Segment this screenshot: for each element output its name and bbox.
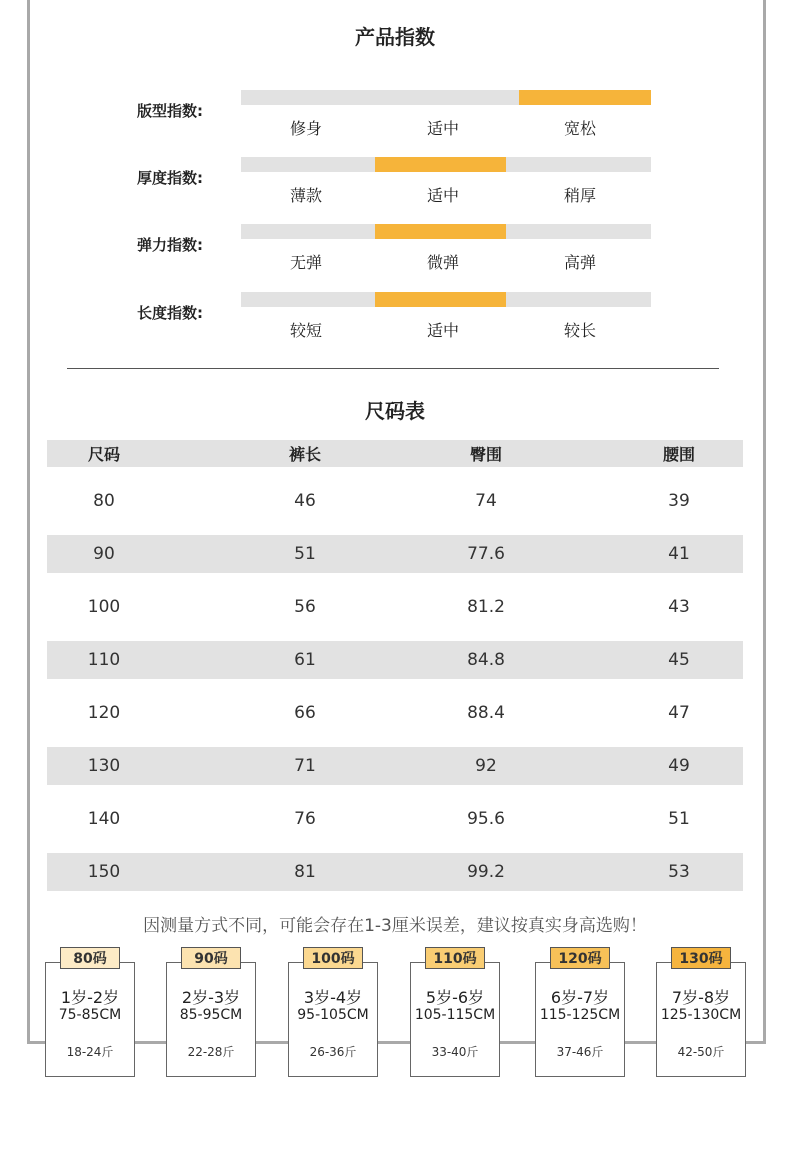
table-cell: 100 (87, 597, 121, 617)
index-bar-segment (241, 224, 375, 239)
index-option: 修身 (289, 119, 322, 138)
card-weight: 33-40斤 (431, 1045, 479, 1059)
table-cell: 110 (87, 650, 121, 670)
table-cell: 150 (87, 862, 121, 882)
card-weight: 22-28斤 (187, 1045, 235, 1059)
index-bar-segment (506, 157, 519, 172)
table-header-row (47, 440, 743, 467)
index-row-elasticity (0, 224, 790, 274)
table-cell: 140 (87, 809, 121, 829)
index-row-length (0, 292, 790, 342)
card-height: 115-125CM (539, 1007, 621, 1023)
table-cell: 77.6 (467, 544, 505, 564)
index-option: 较长 (563, 321, 596, 340)
card-weight: 18-24斤 (66, 1045, 114, 1059)
index-bar-segment (241, 90, 375, 105)
size-tag: 90码 (181, 947, 241, 969)
card-height: 75-85CM (58, 1007, 122, 1023)
table-cell: 43 (668, 597, 690, 617)
index-row-thickness (0, 157, 790, 207)
size-guide-card (45, 962, 135, 1077)
table-header-cell: 裤长 (288, 445, 321, 464)
index-option: 薄款 (289, 186, 322, 205)
table-row (47, 573, 743, 641)
table-cell: 53 (668, 862, 690, 882)
card-weight: 26-36斤 (309, 1045, 357, 1059)
table-header-cell: 臀围 (469, 445, 502, 464)
table-cell: 76 (294, 809, 316, 829)
index-option: 适中 (426, 119, 459, 138)
table-cell: 56 (294, 597, 316, 617)
index-label: 厚度指数: (137, 169, 203, 187)
table-header-cell: 腰围 (662, 445, 695, 464)
index-bar-segment (519, 224, 651, 239)
section-divider (67, 368, 719, 369)
table-row (47, 467, 743, 535)
index-option: 适中 (426, 186, 459, 205)
size-guide-card (288, 962, 378, 1077)
table-cell: 81 (294, 862, 316, 882)
table-cell: 130 (87, 756, 121, 776)
size-guide-card (410, 962, 500, 1077)
measurement-note: 因测量方式不同，可能会存在1-3厘米误差，建议按真实身高选购！ (143, 916, 647, 936)
card-age: 1岁-2岁 (60, 988, 120, 1007)
table-cell: 46 (294, 491, 316, 511)
table-cell: 120 (87, 703, 121, 723)
table-row (47, 747, 743, 785)
table-cell: 66 (294, 703, 316, 723)
index-bar-segment (241, 157, 375, 172)
card-weight: 37-46斤 (556, 1045, 604, 1059)
index-option: 高弹 (563, 253, 596, 272)
table-cell: 47 (668, 703, 690, 723)
index-option: 稍厚 (563, 186, 596, 205)
product-index-title: 产品指数 (355, 25, 435, 49)
card-height: 95-105CM (297, 1007, 369, 1023)
table-row (47, 535, 743, 573)
index-bar-segment-active (375, 292, 506, 307)
index-label: 版型指数: (137, 102, 203, 120)
index-bar-segment (519, 157, 651, 172)
size-table (47, 440, 743, 891)
table-cell: 39 (668, 491, 690, 511)
size-guide-card (535, 962, 625, 1077)
card-weight: 42-50斤 (677, 1045, 725, 1059)
size-tag: 80码 (60, 947, 120, 969)
index-bar-segment (506, 224, 519, 239)
index-bar-segment (519, 292, 651, 307)
table-cell: 84.8 (467, 650, 505, 670)
table-cell: 95.6 (467, 809, 505, 829)
size-tag: 110码 (425, 947, 485, 969)
size-tag: 120码 (550, 947, 610, 969)
index-option: 适中 (426, 321, 459, 340)
size-tag: 100码 (303, 947, 363, 969)
index-bar-segment-active (375, 157, 506, 172)
table-cell: 51 (294, 544, 316, 564)
index-option: 微弹 (426, 253, 459, 272)
index-label: 长度指数: (137, 304, 203, 322)
index-bar-segment (375, 90, 506, 105)
table-cell: 71 (294, 756, 316, 776)
table-cell: 88.4 (467, 703, 505, 723)
table-cell: 45 (668, 650, 690, 670)
table-cell: 81.2 (467, 597, 505, 617)
table-row (47, 785, 743, 853)
table-cell: 49 (668, 756, 690, 776)
table-cell: 92 (475, 756, 497, 776)
card-age: 5岁-6岁 (425, 988, 485, 1007)
index-row-fit (0, 90, 790, 140)
table-cell: 51 (668, 809, 690, 829)
table-header-cell: 尺码 (87, 445, 120, 464)
index-label: 弹力指数: (137, 236, 203, 254)
index-bar-segment (506, 90, 519, 105)
size-chart-title: 尺码表 (365, 399, 425, 423)
table-cell: 74 (475, 491, 497, 511)
card-age: 7岁-8岁 (671, 988, 731, 1007)
table-cell: 41 (668, 544, 690, 564)
index-option: 无弹 (289, 253, 322, 272)
size-tag: 130码 (671, 947, 731, 969)
table-row (47, 853, 743, 891)
size-guide-card (656, 962, 746, 1077)
index-option: 宽松 (563, 119, 596, 138)
index-option: 较短 (289, 321, 322, 340)
card-age: 2岁-3岁 (181, 988, 241, 1007)
table-row (47, 679, 743, 747)
card-height: 125-130CM (660, 1007, 742, 1023)
table-cell: 80 (93, 491, 115, 511)
table-cell: 61 (294, 650, 316, 670)
card-height: 105-115CM (414, 1007, 496, 1023)
card-height: 85-95CM (179, 1007, 243, 1023)
card-age: 3岁-4岁 (303, 988, 363, 1007)
table-cell: 99.2 (467, 862, 505, 882)
index-bar-segment (506, 292, 519, 307)
index-bar-segment-active (375, 224, 506, 239)
index-bar-segment-active (519, 90, 651, 105)
table-cell: 90 (93, 544, 115, 564)
table-row (47, 641, 743, 679)
card-age: 6岁-7岁 (550, 988, 610, 1007)
size-guide-card (166, 962, 256, 1077)
index-bar-segment (241, 292, 375, 307)
